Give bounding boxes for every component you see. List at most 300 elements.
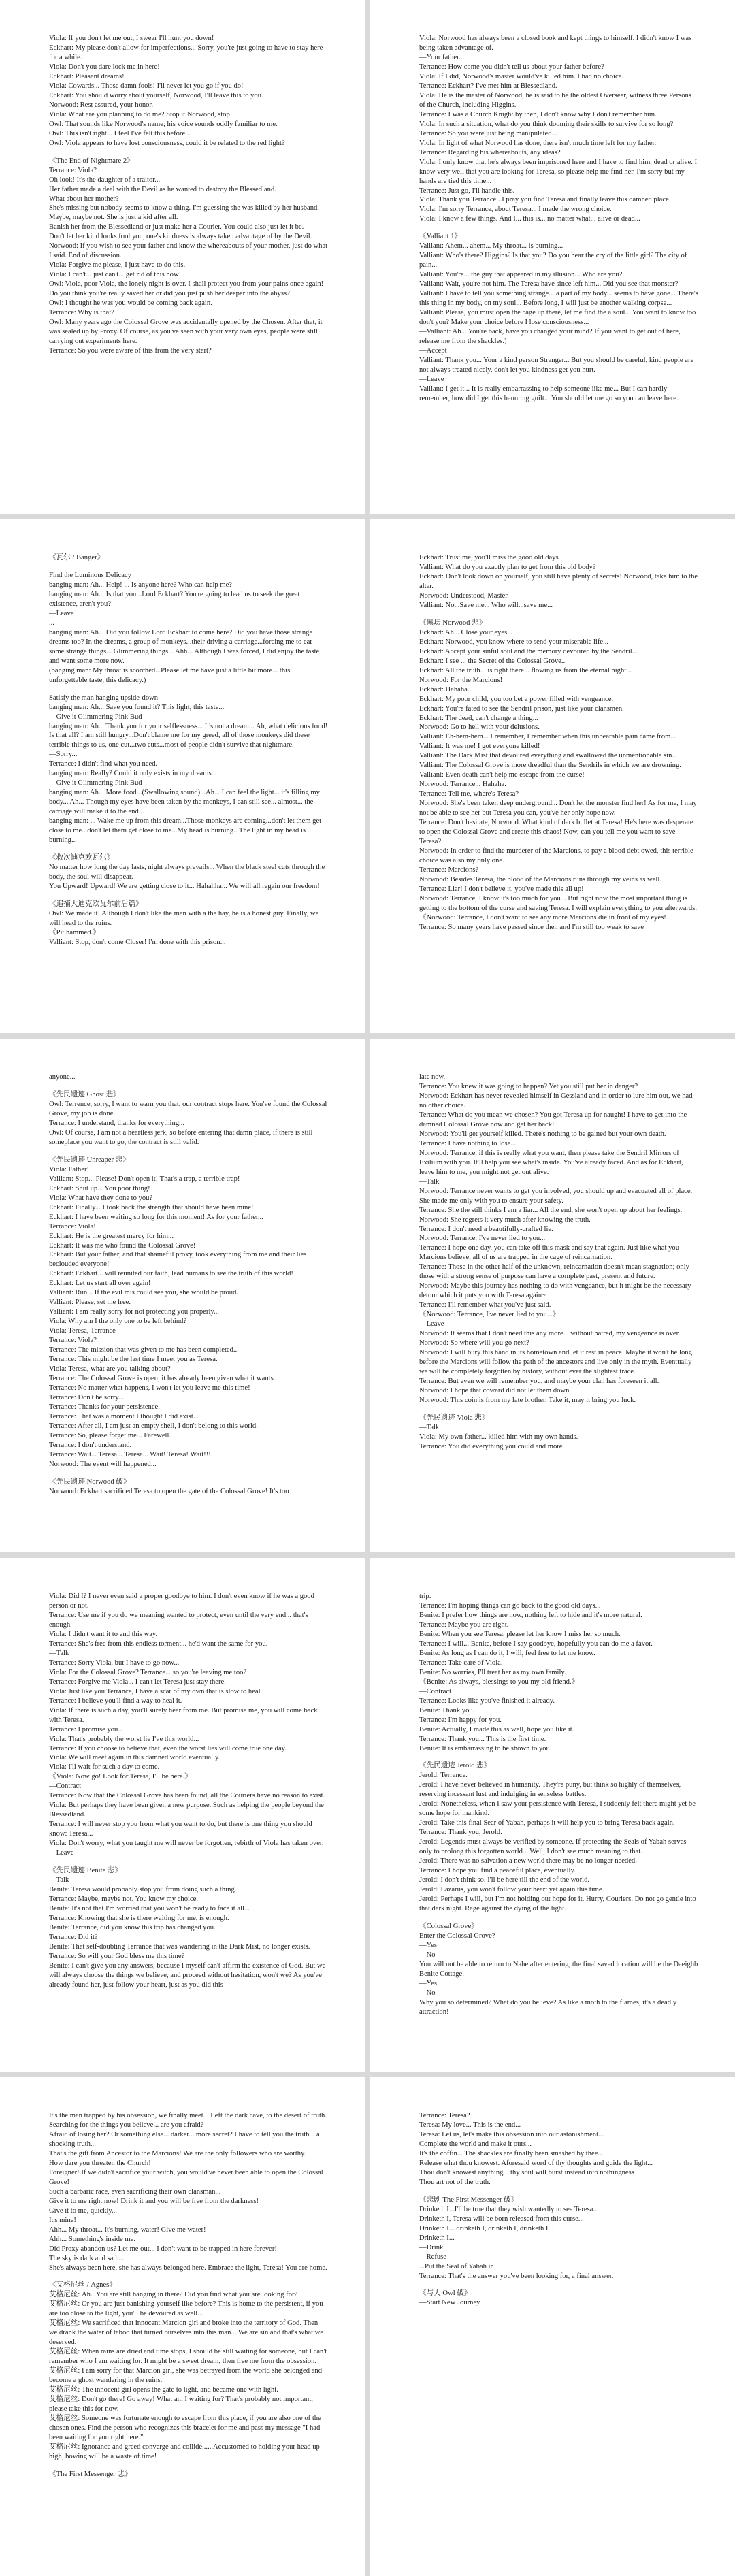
text-line: (banging man: My throat is scorched...Please let me have just a little bit more... this unforgettable taste, this delicacy.) xyxy=(49,666,292,684)
text-line: Valliant: Please, set me free. xyxy=(49,1299,131,1307)
text-line: Norwood: In order to find the murderer of the Marcions, to pay a blood debt owed, this terrible choice was also my only one. xyxy=(419,847,696,865)
text-line: —Leave xyxy=(419,1320,444,1328)
page-text xyxy=(419,34,698,404)
text-line: Viola: But perhaps they have been given a new purpose. Such as helping the people beyond the Blessedland. xyxy=(49,1801,326,1819)
text-line: Terrance: Teresa? xyxy=(419,2112,470,2119)
text-line: Terrance: That was a moment I thought I did exist... xyxy=(49,1412,199,1420)
text-line: 《Norwood: Terrance, I don't want to see any more Marcions die in front of my eyes! xyxy=(419,913,666,922)
text-line: 《Colossal Grove》 xyxy=(419,1922,478,1930)
text-line: banging man: Ah... More food...(Swallowing sound)...Ah... I can feel the light... it's filling my body... Ah... Though my eyes have been taken by the monkeys, I can still see... almost... the carriage will make it to the end... xyxy=(49,789,322,816)
text-line: banging man: Really? Could it only exists in my dreams... xyxy=(49,770,217,778)
text-line: Viola: Did I? I never even said a proper goodbye to him. I don't even know if he was a good person or not. xyxy=(49,1593,316,1610)
text-line: Owl: That sounds like Norwood's name; his voice sounds oddly familiar to me. xyxy=(49,120,278,128)
text-line: Drinketh I... xyxy=(419,2234,455,2242)
text-line: Terrance: So you were just being manipulated... xyxy=(419,129,557,137)
text-line: 《救次迪克欧瓦尔》 xyxy=(49,854,114,862)
text-line: 艾格尼丝: Someone was fortunate enough to escape from this place, if you are also one of the chosen ones. Find the person who recognizes this bracelet for me and pass my message "I had been waiting for you right here." xyxy=(49,2415,323,2441)
text-line: Terrance: I don't need a beautifully-crafted lie. xyxy=(419,1225,553,1233)
text-line: Owl: Viola, poor Viola, the lonely night is over. I shall protect you from your pains once again! xyxy=(49,280,324,289)
text-line xyxy=(419,1914,698,1922)
page-text xyxy=(49,34,328,356)
text-line: Terrance: Don't be sorry... xyxy=(49,1394,124,1401)
text-line: —Give it Glimmering Pink Bud xyxy=(49,713,142,721)
page-text xyxy=(419,553,698,932)
text-line: 《先民遗迹 Unreaper 悲》 xyxy=(49,1156,130,1164)
text-line: Valliant: The Colossal Grove is more dreadful than the Sendrils in which we are drowning. xyxy=(419,762,681,770)
text-line: Jerold: I have never believed in humanity. They're puny, but think so highly of themselves, reserving incessant lust and indulging in senseless battles. xyxy=(419,1781,683,1799)
text-line: Eckhart: I see ... the Secret of the Colossal Grove... xyxy=(419,657,567,665)
text-line: Benite: As long as I can do it, I will, feel free to let me know. xyxy=(419,1649,595,1657)
text-line: —Sorry... xyxy=(49,751,78,759)
text-line xyxy=(49,1082,328,1090)
text-line: Benite: It's not that I'm worried that you won't be ready to face it all... xyxy=(49,1905,250,1912)
text-line: The sky is dark and sad.... xyxy=(49,2254,125,2262)
text-line: Eckhart: Accept your sinful soul and the memory devoured by the Sendril... xyxy=(419,647,638,655)
text-line: Terrance: Wait... Teresa... Teresa... Wait! Teresa! Wait!!! xyxy=(49,1450,211,1458)
text-line: 《先民遗迹 Jerold 悲》 xyxy=(419,1762,491,1770)
text-line: Complete the world and make it ours... xyxy=(419,2140,532,2148)
text-line xyxy=(49,845,328,853)
text-line: Eckhart: My please don't allow for imperfections... Sorry, you're just going to have to stay here for a while. xyxy=(49,44,325,61)
text-line: Thou don't knowest anything... thy soul will burst instead into nothingness xyxy=(419,2168,634,2176)
text-line: banging man: Ah... Save you found it? This light, this taste... xyxy=(49,703,225,711)
text-line: Terrance: Maybe, maybe not. You know my choice. xyxy=(49,1895,199,1904)
text-line: Jerold: Terrance. xyxy=(419,1772,468,1780)
text-line: Viola: In such a situation, what do you think dooming their skills to survive for so long? xyxy=(419,120,674,128)
text-line: Eckhart: Eckhart... will reunited our faith, lead humans to see the truth of this world! xyxy=(49,1270,293,1278)
text-line: Terrance: Thank you, Jerold. xyxy=(419,1829,502,1837)
text-line: Terrance: So many years have passed since then and I'm still too weak to save xyxy=(419,923,644,931)
text-line: Norwood: Maybe this journey has nothing to do with vengeance, but it might be the necessary detour which it puts you with Teresa again~ xyxy=(419,1282,693,1300)
text-line: Valliant: What do you exactly plan to get from this old body? xyxy=(419,563,596,571)
text-line: ...Put the Seal of Yabah in xyxy=(419,2262,494,2270)
text-line: Don't let her kind looks fool you, one's kindness is always taken advantage of by the Devil. xyxy=(49,233,312,241)
text-line: late now. xyxy=(419,1073,446,1081)
text-line: Terrance: Now that the Colossal Grove has been found, all the Couriers have no reason to exist. xyxy=(49,1792,325,1800)
text-line: Valliant: Even death can't help me escape from the curse! xyxy=(419,771,585,779)
text-line: Terrance: I will... Benite, before I say goodbye, hopefully you can do me a favor. xyxy=(419,1640,653,1648)
text-line: Owl: I thought he was you would be coming back again. xyxy=(49,299,212,308)
text-line: Drinketh I, Teresa will be born released from this curse... xyxy=(419,2215,584,2223)
text-line: Terrance: The mission that was given to me has been completed... xyxy=(49,1346,239,1354)
text-line xyxy=(49,892,328,900)
text-line: Viola: Teresa, Terrance xyxy=(49,1327,116,1335)
text-line: Norwood: Terrance, if this is really what you want, then please take the Sendril Mirrors of Exilium with you. It'll help you see what's inside. You've already faced. And as for Eckhart, leave him to me, you might not get out alive. xyxy=(419,1149,685,1176)
text-line: Give it to me right now! Drink it and you will be free from the darkness! xyxy=(49,2197,259,2205)
text-line: —Give it Glimmering Pink Bud xyxy=(49,779,142,787)
text-line: —Yes xyxy=(419,1941,438,1949)
text-line: Viola: Don't you dare lock me in here! xyxy=(49,63,160,71)
text-line: Terrance: So, please forget me... Farewell. xyxy=(49,1431,172,1439)
text-line: Such a barbaric race, even sacrificing their own clansman... xyxy=(49,2187,221,2196)
text-line: Benite: That self-doubting Terrance that was wandering in the Dark Mist, no longer exists. xyxy=(49,1942,310,1951)
text-line: —Contract xyxy=(49,1782,82,1791)
text-line: banging man: Ah... Did you follow Lord Eckhart to come here? Did you have those strange dreams too? In the dreams, a group of monkeys...their driving a carriage...forcing me to eat some strange things... Glimmering things... Ahh... Although I was forced, I did enjoy the taste and want some more now. xyxy=(49,628,321,665)
text-line: Valliant: Please, you must open the cage up there, let me find the a soul... You want to know too don't you? Make your choice before I lose consciousness... xyxy=(419,309,698,327)
text-line: trip. xyxy=(419,1593,431,1600)
page-7 xyxy=(0,1558,365,2072)
text-line: Her father made a deal with the Devil as he wanted to destroy the Blessedland. xyxy=(49,185,276,193)
text-line: Benite: Actually, I made this as well, hope you like it. xyxy=(419,1725,574,1733)
text-line: Jerold: Legends must always be verified by someone. If protecting the Seals of Yabah serves only to prolong this forgotten world... Well, I don't see much meaning to that. xyxy=(419,1838,689,1856)
text-line: Jerold: Perhaps I will, but I'm not holding out hope for it. Hurry, Couriers. Do not go gentle into that dark night. Rage against the dying of the light. xyxy=(419,1895,698,1912)
text-line: Terrance: Did it? xyxy=(49,1933,98,1941)
text-line: 《Benite: As always, blessings to you my old friend.》 xyxy=(419,1678,579,1686)
text-line: Valliant: Ahem... ahem... My throat... is burning... xyxy=(419,242,564,250)
text-line: Terrance: I'm hoping things can go back to the good old days... xyxy=(419,1601,601,1610)
text-line: banging man: Ah... Help! ... Is anyone here? Who can help me? xyxy=(49,581,232,589)
text-line: Viola: We will meet again in this damned world eventually. xyxy=(49,1754,220,1762)
text-line: Benite: It is embarrassing to be shown to you. xyxy=(419,1744,552,1752)
page-text xyxy=(49,1592,328,1990)
text-line: Norwood: Eckhart sacrificed Teresa to open the gate of the Colossal Grove! It's too xyxy=(49,1487,289,1495)
text-line: Viola: Cowards... Those damn fools! I'll never let you go if you do! xyxy=(49,82,244,90)
text-line: Owl: Many years ago the Colossal Grove was accidentally opened by the Chosen. After that, it was sealed up by Proxy. Of course, as you've seen with your very own eyes, people were still carrying out experiments here. xyxy=(49,319,325,346)
text-line: Valliant: No...Save me... Who will...save me... xyxy=(419,601,553,609)
text-line: Jerold: I don't think so. I'll be here till the end of the world. xyxy=(419,1876,590,1885)
text-line: Valliant: Thank you... Your a kind person Stranger... But you should be careful, kind people are not always treated nicely, don't let you kindness get you hurt. xyxy=(419,356,696,374)
text-line: 《先民遗迹 Norwood 破》 xyxy=(49,1478,131,1486)
text-line: Terrance: Viola? xyxy=(49,166,97,174)
text-line: Benite: I prefer how things are now, nothing left to hide and it's more natural. xyxy=(419,1611,642,1619)
text-line: Viola: If you don't let me out, I swear I'll hunt you down! xyxy=(49,35,214,42)
text-line: Terrance: I was a Church Knight by then, I don't know why I don't remember him. xyxy=(419,110,657,118)
text-line: Benite: Thank you. xyxy=(419,1706,475,1714)
text-line: —Talk xyxy=(49,1649,69,1657)
page-10 xyxy=(370,2077,735,2576)
text-line: Terrance: Viola! xyxy=(49,1222,96,1230)
text-line: Valliant: You're... the guy that appeared in my illusion... Who are you? xyxy=(419,271,623,279)
text-line: Viola: Why am I the only one to be left behind? xyxy=(49,1318,187,1326)
text-line: Norwood: Besides Teresa, the blood of the Marcions runs through my veins as well. xyxy=(419,875,662,883)
text-line: Valliant: I have to tell you something strange... a part of my body... seems to have gone... There's this thing in my body, on my soul... Before long, I will just be another walking corpse... xyxy=(419,290,700,308)
text-line: —Start New Journey xyxy=(419,2299,480,2307)
text-line xyxy=(419,1405,698,1414)
text-line: —Talk xyxy=(419,1177,440,1186)
text-line: —Contract xyxy=(419,1687,452,1695)
text-line: It's the coffin... The shackles are finally been smashed by thee... xyxy=(419,2149,604,2157)
text-line: Oh look! It's the daughter of a traitor... xyxy=(49,176,161,184)
text-line: Thou art not of the truth. xyxy=(419,2178,491,2186)
text-line: Viola: Don't worry, what you taught me will never be forgotten, rebirth of Viola has taken over. xyxy=(49,1840,324,1848)
text-line: Terrance: Tell me, where's Teresa? xyxy=(419,790,519,798)
text-line: Teresa: Let us, let's make this obsession into our astonishment... xyxy=(419,2130,604,2138)
text-line: Terrance: What do you mean we chosen? You got Teresa up for naught! I have to get into the damned Colossal Grove now and get her back! xyxy=(419,1111,689,1128)
text-line: Satisfy the man hanging upside-down xyxy=(49,694,159,702)
text-line: Eckhart: You're fated to see the Sendril prison, just like your clansmen. xyxy=(419,704,624,713)
text-line: Norwood: Terrance, I know it's too much for you... But right now the most important thing is getting to the bottom of the curse and saving Teresa. I will explain everything to you afterwards. xyxy=(419,894,697,912)
text-line: Benite: Teresa would probably stop you from doing such a thing. xyxy=(49,1886,237,1894)
text-line: Eckhart: But your father, and that shameful proxy, took everything from me and their lies beclouded everyone! xyxy=(49,1251,309,1269)
text-line: Benite: When you see Teresa, please let her know I miss her so much. xyxy=(419,1630,621,1638)
text-line: Terrance: Looks like you've finished it already. xyxy=(419,1697,555,1705)
text-line: Viola: Norwood has always been a closed book and kept things to himself. I didn't know I was being taken advantage of. xyxy=(419,35,693,52)
text-line: Ahh... Something's inside me. xyxy=(49,2235,135,2243)
text-line: Norwood: Eckhart has never revealed himself in Gessland and in order to lure him out, we had no other choice. xyxy=(419,1092,695,1109)
text-line: 《瓦尔 / Banger》 xyxy=(49,554,105,561)
text-line: ... xyxy=(49,619,54,627)
text-line xyxy=(419,2281,698,2289)
text-line: Eckhart: The dead, can't change a thing... xyxy=(419,714,538,722)
text-line: Terrance: You did everything you could and more. xyxy=(419,1442,565,1450)
text-line: That's the gift from Ancestor to the Marcions! We are the only followers who are worthy. xyxy=(49,2149,306,2157)
text-line: Norwood: Terrance, I've never lied to you... xyxy=(419,1235,546,1243)
text-line: Eckhart: You should worry about yourself, Norwood, I'll leave this to you. xyxy=(49,91,263,99)
text-line: Eckhart: Shut up... You poor thing! xyxy=(49,1184,150,1192)
text-line: Find the Luminous Delicacy xyxy=(49,571,131,579)
text-line xyxy=(49,148,328,157)
page-9 xyxy=(0,2077,365,2576)
text-line: Eckhart: It was me who found the Colossal Grove! xyxy=(49,1241,196,1250)
page-5 xyxy=(0,1039,365,1552)
text-line: —Yes xyxy=(419,1979,438,1987)
text-line: Drinketh I... drinketh I, drinketh I, drinketh I... xyxy=(419,2224,554,2232)
text-line: —Accept xyxy=(419,347,447,355)
text-line: Owl: Of course, I am not a heartless jerk, so before entering that damn place, if there is still someplace you want to go, the contract is still valid. xyxy=(49,1128,315,1146)
text-line xyxy=(419,224,698,232)
text-line: Afraid of losing her? Or something else... darker... more secret? I have to tell you the truth... a shocking truth... xyxy=(49,2130,322,2148)
text-line: 《黑坛 Norwood 悲》 xyxy=(419,619,487,627)
text-line: Jerold: Nonetheless, when I saw your persistence with Teresa, I suddenly felt there might yet be some hope for mankind. xyxy=(419,1800,698,1818)
text-line: Norwood: The event will happened... xyxy=(49,1460,157,1468)
text-line: Drinketh I...I'll be true that they wish wantedly to see Teresa... xyxy=(419,2205,599,2213)
text-line: Viola: What are you planning to do me? Stop it Norwood, stop! xyxy=(49,110,233,118)
text-line: Terrance: How come you didn't tell us about your father before? xyxy=(419,63,604,71)
page-4 xyxy=(370,519,735,1033)
text-line: Eckhart: Hahaha... xyxy=(419,685,473,694)
text-line: Owl: Viola appears to have lost consciousness, could it be related to the red light? xyxy=(49,139,285,147)
text-line: 《The End of Nightmare 2》 xyxy=(49,157,134,165)
text-line: Norwood: This coin is from my late brother. Take it, may it bring you luck. xyxy=(419,1396,636,1404)
text-line: Viola: If there is such a day, you'll surely hear from me. But promise me, you will come back with Teresa. xyxy=(49,1706,320,1724)
text-line: Jerold: Lazarus, you won't follow your heart yet again this time. xyxy=(419,1886,604,1894)
page-text xyxy=(49,553,328,947)
text-line: Terrance: No matter what happens, I won't let you leave me this time! xyxy=(49,1384,250,1392)
text-line: 艾格尼丝: Ignorance and greed converge and collide......Accustomed to holding your head up high, bowing will be a waste of time! xyxy=(49,2443,322,2460)
text-line: Viola: I didn't want it to end this way. xyxy=(49,1630,158,1638)
text-line: Eckhart: Norwood, you know where to send your miserable life... xyxy=(419,638,609,646)
text-line: 《先民遗迹 Viola 悲》 xyxy=(419,1414,489,1422)
text-line: Terrance: I didn't find what you need. xyxy=(49,760,158,768)
text-line: Terrance: She's free from this endless torment... he'd want the same for you. xyxy=(49,1640,268,1648)
text-line: Enter the Colossal Grove? xyxy=(419,1931,495,1940)
text-line: Owl: Terrence, sorry, I want to warn you that, our contract stops here. You've found the Colossal Grove, my job is done. xyxy=(49,1100,329,1118)
text-line: 艾格尼丝: Ah...You are still hanging in there? Did you find what you are looking for? xyxy=(49,2291,298,2299)
text-line: —Valliant: Ah... You're back, have you changed your mind? If you want to get out of here, release me from the shackles.) xyxy=(419,328,683,346)
text-line: —Leave xyxy=(419,375,444,383)
text-line: —No xyxy=(419,1989,436,1997)
text-line xyxy=(49,1858,328,1866)
text-line: —Your father... xyxy=(419,53,465,61)
text-line: Viola: Forgive me please, I just have to do this. xyxy=(49,261,186,270)
text-line: Viola: I'll wait for such a day to come. xyxy=(49,1763,160,1772)
text-line: Terrance: I understand, thanks for everything... xyxy=(49,1119,184,1127)
text-line: Viola: Thank you Terrance...I pray you find Teresa and finally leave this damned place. xyxy=(419,196,671,204)
text-line: Ahh... My throat... It's burning, water! Give me water! xyxy=(49,2226,206,2234)
page-text xyxy=(419,1592,698,2017)
text-line: Viola: Father! xyxy=(49,1165,90,1173)
text-line: Jerold: There was no salvation a new world there may be no longer needed. xyxy=(419,1857,637,1865)
text-line: Norwood: Go to hell with your delusions. xyxy=(419,723,540,732)
text-line: Norwood: Understood, Master. xyxy=(419,591,509,600)
text-line: Jerold: Take this final Sear of Yabah, perhaps it will help you to bring Teresa back again. xyxy=(419,1819,675,1827)
text-line: How dare you threaten the Church! xyxy=(49,2159,151,2167)
text-line: Eckhart: Trust me, you'll miss the good old days. xyxy=(419,554,561,561)
text-line: Norwood: You'll get yourself killed. There's nothing to be gained but your own death. xyxy=(419,1130,666,1138)
text-line: 艾格尼丝: Or you are just banishing yourself like before? This is home to the persistent, if you are too close to the light, you'll be devoured as well... xyxy=(49,2300,325,2318)
text-line: —Talk xyxy=(49,1876,69,1885)
text-line: Valliant: Stop, don't come Closer! I'm done with this prison... xyxy=(49,938,226,946)
text-line: Valliant: The Dark Mist that devoured everything and swallowed the unmentionable sin... xyxy=(419,752,678,760)
text-line: Terrance: Forgive me Viola... I can't let Teresa just stay there. xyxy=(49,1678,226,1686)
text-line: Norwood: It seems that I don't need this any more... without hatred, my vengeance is over. xyxy=(419,1330,681,1338)
text-line: Valliant: Who's there? Higgins? Is that you? Do you hear the cry of the little girl? The city of pain... xyxy=(419,252,689,270)
text-line: Maybe, maybe not. She is just a kid after all. xyxy=(49,214,178,222)
text-line: Release what thou knowest. Aforesaid word of thy thoughts and guide the light... xyxy=(419,2159,653,2167)
text-line: Eckhart: Let us start all over again! xyxy=(49,1279,151,1288)
text-line: Terrance: She the still thinks I am a liar... All the end, she won't open up about her feelings. xyxy=(419,1206,683,1214)
text-line: Norwood: I will bury this hand in its hometown and let it rest in peace. Maybe it won't be long before the Marcions will follow the path of the ancestors and live only in the myth. Eventually we will be completely forgotten by history, without ever the slightest trace. xyxy=(419,1349,694,1376)
text-line: Norwood: Terrance never wants to get you involved, you should up and evacuated all of place. She made me only with you to ensure your safety. xyxy=(419,1187,694,1205)
text-line: Terrance: Thank you... This is the first time. xyxy=(419,1735,546,1743)
text-line xyxy=(49,1147,328,1156)
text-line: Norwood: She regrets it very much after knowing the truth. xyxy=(419,1216,591,1224)
text-line: Terrance: I hope one day, you can take off this mask and say that again. Just like what you Marcions believe, all of us are trapped in the cage of reincarnation. xyxy=(419,1244,681,1262)
text-line xyxy=(419,2187,698,2196)
text-line: —Leave xyxy=(49,1849,74,1857)
text-line: Give it to me, quickly... xyxy=(49,2206,117,2215)
text-line: Terrance: That's the answer you've been looking for, a final answer. xyxy=(419,2272,614,2280)
text-line: Viola: If I did, Norwood's master would've killed him. I had no choice. xyxy=(419,72,624,80)
text-line: Norwood: If you wish to see your father and know the whereabouts of your mother, just do what I said. End of discussion. xyxy=(49,242,329,260)
text-line: 艾格尼丝: When rains are dried and time stops, I should be still waiting for someone, but I can't remember who I am waiting for. It might be a sweet dream, then free me from the obsession. xyxy=(49,2348,329,2366)
text-line: Viola: My own father... killed him with my own hands. xyxy=(419,1433,578,1441)
text-line: Do you think you're really saved her or did you just push her deeper into the abyss? xyxy=(49,290,290,298)
text-line: Norwood: So where will you go next? xyxy=(419,1339,529,1348)
text-line: Owl: This isn't right... I feel I've felt this before... xyxy=(49,129,191,137)
text-line xyxy=(49,1469,328,1478)
text-line: 《艾格尼丝 / Agnes》 xyxy=(49,2281,116,2289)
text-line: Eckhart: My poor child, you too bet a power filled with vengeance. xyxy=(419,695,614,703)
text-line: Terrance: I'll remember what you've just said. xyxy=(419,1301,551,1309)
text-line: banging man: Ah... Thank you for your selflessness... It's not a dream... Ah, what delicious food! Is that all? I am still hungry...Don't blame me for my greed, all of those monkeys did these terrible things to us, one cut...two cuts...most of people didn't survive that nightmare. xyxy=(49,722,329,749)
text-line: Valliant: Eh-hem-hem... I remember, I remember when this unbearable pain came from... xyxy=(419,733,676,741)
text-line: Terrance: Those in the other half of the unknown, reincarnation doesn't mean stagnation; only those with a strong sense of purpose can have a complete past, present and future. xyxy=(419,1263,691,1281)
text-line: It's mine! xyxy=(49,2216,76,2224)
text-line: You Upward! Upward! We are getting close to it... Hahahha... We will all regain our freedom! xyxy=(49,883,320,890)
text-line: Terrance: The Colossal Grove is open, it has already been given what it wants. xyxy=(49,1375,276,1383)
text-line: No matter how long the day lasts, night always prevails... When the black steel cuts through the body, the soul will disappear. xyxy=(49,864,327,881)
text-line: Valliant: I get it... It is really embarrassing to help someone like me... But I can hardly remember, how did I get this haunting guilt... You should let me go so you can leave here. xyxy=(419,385,679,402)
page-text xyxy=(49,2111,328,2479)
text-line: —No xyxy=(419,1951,436,1959)
page-text xyxy=(419,1073,698,1452)
page-2 xyxy=(370,0,735,514)
text-line: Terrance: After all, I am just an empty shell, I don't belong to this world. xyxy=(49,1422,258,1430)
text-line: Valliant: Stop... Please! Don't open it! That's a trap, a terrible trap! xyxy=(49,1175,240,1183)
text-line xyxy=(49,685,328,694)
text-line: Terrance: So you were aware of this from the very start? xyxy=(49,347,212,355)
text-line: Terrance: So will your God bless me this time? xyxy=(49,1952,185,1960)
text-line: Terrance: Don't hesitate, Norwood. What kind of dark bullet at Teresa! He's here was desperate to open the Colossal Grove and create this chaos! Now, can you tell me you want to save Teresa? xyxy=(419,819,696,846)
text-line: Norwood: For the Marcions! xyxy=(419,676,503,684)
text-line: Viola: Teresa, what are you talking about? xyxy=(49,1365,171,1373)
text-line: Eckhart: He is the greatest mercy for him... xyxy=(49,1232,174,1240)
text-line: Terrance: Just go, I'll handle this. xyxy=(419,186,515,195)
text-line: Viola: I know a few things. And I... this is... no matter what... alive or dead... xyxy=(419,215,640,223)
text-line: Valliant: It was me! I got everyone killed! xyxy=(419,743,540,751)
text-line: Terrance: Maybe you are right. xyxy=(419,1620,509,1629)
text-line: 《Valliant 1》 xyxy=(419,233,462,241)
text-line: Searching for the things you believe... are you afraid? xyxy=(49,2121,204,2129)
text-line: 《悲剧 The First Messenger 破》 xyxy=(419,2196,519,2204)
text-line xyxy=(419,610,698,619)
text-line: Terrance: Use me if you do we meaning wanted to protect, even until the very end... that's enough. xyxy=(49,1611,310,1629)
text-line: —Refuse xyxy=(419,2253,447,2261)
text-line: Norwood: I hope that coward did not let them down. xyxy=(419,1386,572,1395)
text-line: —Drink xyxy=(419,2243,444,2251)
text-line: 艾格尼丝: We sacrificed that innocent Marcion girl and broke into the territory of God. Then we drank the water of taboo that turned ourselves into this man... We are sin and that's what we deserved. xyxy=(49,2319,325,2347)
text-line: Norwood: She's been taken deep underground... Don't let the monster find her! As for me, I may not be able to see her but Teresa you can, you've her only hope now. xyxy=(419,800,699,817)
text-line: Terrance: But even we will remember you, and maybe your clan has foreseen it all. xyxy=(419,1377,659,1385)
text-line: Terrance: Viola? xyxy=(49,1337,97,1345)
text-line: Valliant: Wait, you're not him. The Teresa have since left him... Did you see that monster? xyxy=(419,280,679,289)
text-line: Benite: Terrance, did you know this trip has changed you. xyxy=(49,1923,216,1931)
text-line: Viola: That's probably the worst lie I've this world... xyxy=(49,1735,199,1743)
text-line: Foreigner! If we didn't sacrifice your witch, you would've never been able to open the Colossal Grove! xyxy=(49,2168,325,2186)
text-line: 艾格尼丝: Don't go there! Go away! What am I waiting for? That's probably not important, please take this for now. xyxy=(49,2396,315,2413)
text-line: Terrance: I believe you'll find a way to heal it. xyxy=(49,1697,182,1705)
text-line xyxy=(49,2462,328,2470)
text-line: Terrance: I'm happy for you. xyxy=(419,1716,502,1724)
text-line: Terrance: Regarding his whereabouts, any ideas? xyxy=(419,148,561,157)
text-line xyxy=(49,2272,328,2281)
text-line: Valliant: Run... If the evil mis could see you, she would be proud. xyxy=(49,1289,239,1297)
text-line: 《先民遗迹 Ghost 悲》 xyxy=(49,1090,120,1098)
text-line: Norwood: Terrance... Hahaha. xyxy=(419,781,506,789)
text-line: Benite: I can't give you any answers, because I myself can't affirm the existence of God. But we will always choose the things we believe, and proceed without hesitation, won't we? As you've already found her, just follow your heart, just as you did this xyxy=(49,1961,327,1989)
text-line: Eckhart: Pleasant dreams! xyxy=(49,72,125,80)
text-line: 艾格尼丝: I am sorry for that Marcion girl, she was betrayed from the world she belonged and become a ghost wandering in the ruins. xyxy=(49,2367,324,2385)
text-line: Terrance: If you choose to believe that, even the worst lies will come true one day. xyxy=(49,1744,287,1752)
text-line: Viola: What have they done to you? xyxy=(49,1194,153,1202)
text-line: Terrance: Marcions? xyxy=(419,866,479,874)
text-line: 《与天 Owl 破》 xyxy=(419,2289,472,2298)
text-line: 《先民遗迹 Benite 悲》 xyxy=(49,1867,122,1875)
text-line: Terrance: This might be the last time I meet you as Teresa. xyxy=(49,1356,218,1364)
text-line: banging man: Ah... Is that you...Lord Eckhart? You're going to lead us to seek the great existence, aren't you? xyxy=(49,590,302,608)
text-line: Terrance: Thanks for your persistence. xyxy=(49,1403,160,1411)
text-line xyxy=(419,1753,698,1761)
page-8 xyxy=(370,1558,735,2072)
text-line: Terrance: I don't understand. xyxy=(49,1441,132,1449)
text-line: 艾格尼丝: The innocent girl opens the gate to light, and became one with light. xyxy=(49,2386,278,2394)
text-line: Valliant: I am really sorry for not protecting you properly... xyxy=(49,1308,219,1316)
text-line: Eckhart: I have been waiting so long for this moment! As for your father... xyxy=(49,1213,263,1221)
text-line: anyone... xyxy=(49,1073,76,1081)
page-6 xyxy=(370,1039,735,1552)
text-line: 《Viola: Now go! Look for Teresa, I'll be here.》 xyxy=(49,1773,192,1781)
text-line: Terrance: Eckhart? I've met him at Blessedland. xyxy=(419,82,557,90)
text-line: Viola: I can't... just can't... get rid of this now! xyxy=(49,271,182,279)
text-line: Eckhart: Ah... Close your eyes... xyxy=(419,628,513,636)
text-line: 《追捕大迪克欧瓦尔前后篇》 xyxy=(49,900,143,908)
text-line: Terrance: Knowing that she is there waiting for me, is enough. xyxy=(49,1914,229,1922)
text-line: Viola: Just like you Terrance, I have a scar of my own that is slow to heal. xyxy=(49,1687,263,1695)
text-line: —Leave xyxy=(49,609,74,617)
page-1 xyxy=(0,0,365,514)
text-line: Viola: I only know that he's always been imprisoned here and I have to find him, dead or alive. I know very well that you are looking for Teresa, so please help me find her. I'm sorry but my hands are tied this time... xyxy=(419,158,699,185)
